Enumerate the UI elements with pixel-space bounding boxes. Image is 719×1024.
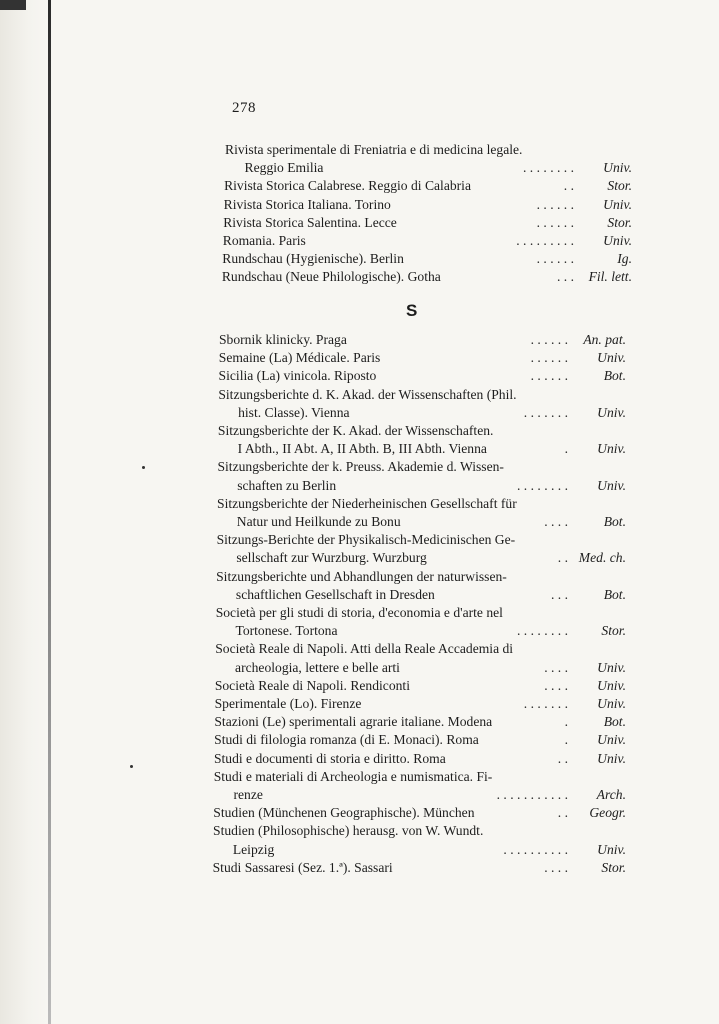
leader-dots: . . . . . . — [536, 196, 574, 212]
library-abbreviation: Univ. — [597, 696, 626, 711]
library-abbreviation: Bot. — [603, 368, 626, 384]
leader-dots: . . . . — [544, 677, 568, 693]
leader-dots: . — [564, 732, 568, 748]
index-entry-line — [215, 677, 626, 695]
index-entry-line — [214, 713, 626, 731]
library-abbreviation: Univ. — [597, 750, 626, 766]
entry-title: Sitzungsberichte der Niederheinischen Gesellschaft für — [217, 495, 517, 511]
index-entry-line — [235, 622, 626, 640]
entry-title: Società Reale di Napoli. Atti della Reale Accademia di — [215, 641, 514, 657]
page-number: 278 — [232, 100, 256, 116]
leader-dots: . . — [557, 750, 568, 766]
library-abbreviation: Univ. — [603, 196, 632, 212]
leader-dots: . . . . . . . . . . . — [496, 787, 568, 802]
entry-title: Studi e materiali di Archeologia e numismatica. Fi- — [213, 768, 493, 784]
library-abbreviation: Ig. — [617, 251, 632, 267]
library-abbreviation: Med. ch. — [578, 550, 626, 566]
leader-dots: . . . . . . . . . — [516, 233, 574, 248]
library-abbreviation: Univ. — [597, 350, 626, 366]
entry-title: Studi Sassaresi (Sez. 1.ª). Sassari — [212, 859, 393, 875]
index-entry-line — [219, 349, 626, 367]
index-entry-line — [245, 159, 632, 177]
entry-title: Natur und Heilkunde zu Bonu — [236, 514, 401, 529]
binding-mark — [0, 0, 26, 10]
library-abbreviation: Stor. — [607, 178, 632, 194]
entry-title: I Abth., II Abt. A, II Abth. B, III Abth. Vienna — [237, 441, 487, 457]
index-entry-line — [223, 214, 632, 232]
index-entry-line — [222, 250, 632, 268]
entry-title: Rundschau (Neue Philologische). Gotha — [221, 269, 441, 285]
leader-dots: . . — [563, 178, 574, 194]
library-abbreviation: Bot. — [603, 514, 626, 529]
leader-dots: . . . . — [544, 514, 568, 529]
entry-title: Semaine (La) Médicale. Paris — [218, 350, 381, 366]
index-entry-line — [237, 477, 626, 495]
entry-title: Rivista Storica Italiana. Torino — [223, 196, 391, 212]
entry-title: Società Reale di Napoli. Rendiconti — [214, 677, 410, 693]
index-entry-line — [213, 859, 626, 877]
entry-title: Sitzungsberichte und Abhandlungen der naturwissen- — [216, 568, 507, 584]
index-entry-line — [218, 422, 626, 440]
library-abbreviation: Univ. — [597, 677, 626, 693]
index-entry-line — [213, 804, 626, 822]
entry-title: Romania. Paris — [222, 233, 306, 248]
leader-dots: . . . . . . . . — [517, 477, 568, 493]
entry-title: renze — [233, 787, 263, 802]
section-letter-heading: S — [406, 301, 419, 320]
index-entry-line — [236, 549, 626, 567]
leader-dots: . — [564, 714, 568, 730]
library-abbreviation: Univ. — [597, 732, 626, 748]
index-entry-line — [238, 440, 626, 458]
index-entry-line — [214, 768, 626, 786]
entry-title: Leipzig — [232, 841, 275, 857]
leader-dots: . . . . . . . — [523, 404, 568, 420]
library-abbreviation: Bot. — [603, 586, 626, 602]
index-entry-line — [233, 841, 626, 859]
library-abbreviation: Univ. — [597, 404, 626, 420]
entry-title: Studi di filologia romanza (di E. Monaci). Roma — [214, 732, 479, 748]
index-entry-line — [216, 604, 626, 622]
binding-edge — [48, 0, 51, 1024]
entry-title: Rundschau (Hygienische). Berlin — [222, 251, 404, 267]
library-abbreviation: Univ. — [597, 841, 626, 857]
entry-title: schaften zu Berlin — [237, 477, 337, 493]
leader-dots: . . . — [550, 586, 568, 602]
index-entry-line — [217, 495, 626, 513]
entry-title: Studien (Philosophische) herausg. von W. Wundt. — [213, 823, 484, 839]
index-entry-line — [224, 196, 632, 214]
leader-dots: . . — [557, 550, 568, 566]
library-abbreviation: Stor. — [607, 214, 632, 230]
leader-dots: . . . . . . . . — [517, 623, 568, 639]
index-entry-line — [217, 458, 626, 476]
library-abbreviation: An. pat. — [583, 332, 626, 347]
leader-dots: . . . . . . . — [523, 696, 568, 711]
entry-title: Sitzungs-Berichte der Physikalisch-Medicinischen Ge- — [216, 532, 516, 548]
library-abbreviation: Fil. lett. — [588, 269, 632, 285]
index-entry-line — [214, 731, 626, 749]
library-abbreviation: Univ. — [597, 477, 626, 493]
book-binding-shadow — [0, 0, 48, 1024]
library-abbreviation: Stor. — [601, 623, 626, 639]
index-entry-line — [213, 822, 626, 840]
entry-title: Sbornik klinicky. Praga — [219, 332, 347, 347]
entry-title: archeologia, lettere e belle arti — [235, 659, 400, 675]
paper-speck — [130, 765, 133, 768]
leader-dots: . . . — [556, 269, 574, 285]
library-abbreviation: Univ. — [597, 441, 626, 457]
entry-title: Tortonese. Tortona — [235, 623, 338, 639]
entry-title: Studien (Münchenen Geographische). München — [213, 805, 475, 821]
leader-dots: . — [564, 441, 568, 457]
entry-title: Sicilia (La) vinicola. Riposto — [218, 368, 377, 384]
library-abbreviation: Geogr. — [589, 805, 626, 821]
entry-title: Sitzungsberichte der k. Preuss. Akademie d. Wissen- — [217, 459, 504, 475]
entry-title: Studi e documenti di storia e diritto. Roma — [213, 750, 446, 766]
index-entry-line — [237, 513, 626, 531]
entry-title: Società per gli studi di storia, d'economia e d'arte nel — [215, 605, 503, 620]
index-entry-line — [224, 177, 632, 195]
library-abbreviation: Bot. — [603, 714, 626, 730]
index-entry-line — [219, 367, 626, 385]
entry-title: Sperimentale (Lo). Firenze — [214, 696, 362, 711]
index-entry-line — [216, 568, 626, 586]
index-entry-line — [217, 531, 626, 549]
leader-dots: . . — [557, 805, 568, 821]
index-entry-line — [238, 404, 626, 422]
entry-title: Rivista Storica Calabrese. Reggio di Calabria — [224, 178, 471, 194]
leader-dots: . . . . . . — [530, 368, 568, 384]
index-entry-line — [234, 786, 627, 804]
index-entry-line — [235, 659, 626, 677]
leader-dots: . . . . . . . . — [523, 160, 574, 176]
leader-dots: . . . . — [544, 659, 568, 675]
index-entry-line — [215, 640, 626, 658]
entry-title: Sitzungsberichte d. K. Akad. der Wissenschaften (Phil. — [218, 386, 517, 402]
library-abbreviation: Univ. — [603, 233, 632, 248]
entry-title: Rivista Storica Salentina. Lecce — [223, 214, 397, 230]
library-abbreviation: Univ. — [597, 659, 626, 675]
index-entry-line — [225, 141, 632, 159]
library-abbreviation: Stor. — [601, 859, 626, 875]
entry-title: hist. Classe). Vienna — [238, 404, 350, 420]
leader-dots: . . . . . . — [536, 251, 574, 267]
library-abbreviation: Univ. — [603, 160, 632, 176]
leader-dots: . . . . . . — [530, 350, 568, 366]
index-entry-line — [219, 331, 626, 349]
entry-title: Sitzungsberichte der K. Akad. der Wissenschaften. — [217, 423, 494, 438]
paper-speck — [142, 466, 145, 469]
leader-dots: . . . . . . — [536, 214, 574, 230]
entry-title: Stazioni (Le) sperimentali agrarie italiane. Modena — [214, 714, 493, 730]
entry-title: sellschaft zur Wurzburg. Wurzburg — [236, 550, 427, 566]
index-entry-line — [215, 695, 626, 713]
index-entry-line — [218, 386, 626, 404]
leader-dots: . . . . — [544, 859, 568, 875]
entry-title: schaftlichen Gesellschaft in Dresden — [235, 586, 435, 602]
leader-dots: . . . . . . . . . . — [503, 841, 568, 857]
leader-dots: . . . . . . — [530, 332, 568, 347]
entry-title: Rivista sperimentale di Freniatria e di medicina legale. — [225, 142, 523, 157]
entry-title: Reggio Emilia — [244, 160, 324, 176]
index-entry-line — [236, 586, 626, 604]
index-entry-line — [222, 268, 632, 286]
index-entry-line — [223, 232, 632, 250]
library-abbreviation: Arch. — [596, 787, 626, 802]
index-entry-line — [214, 750, 626, 768]
